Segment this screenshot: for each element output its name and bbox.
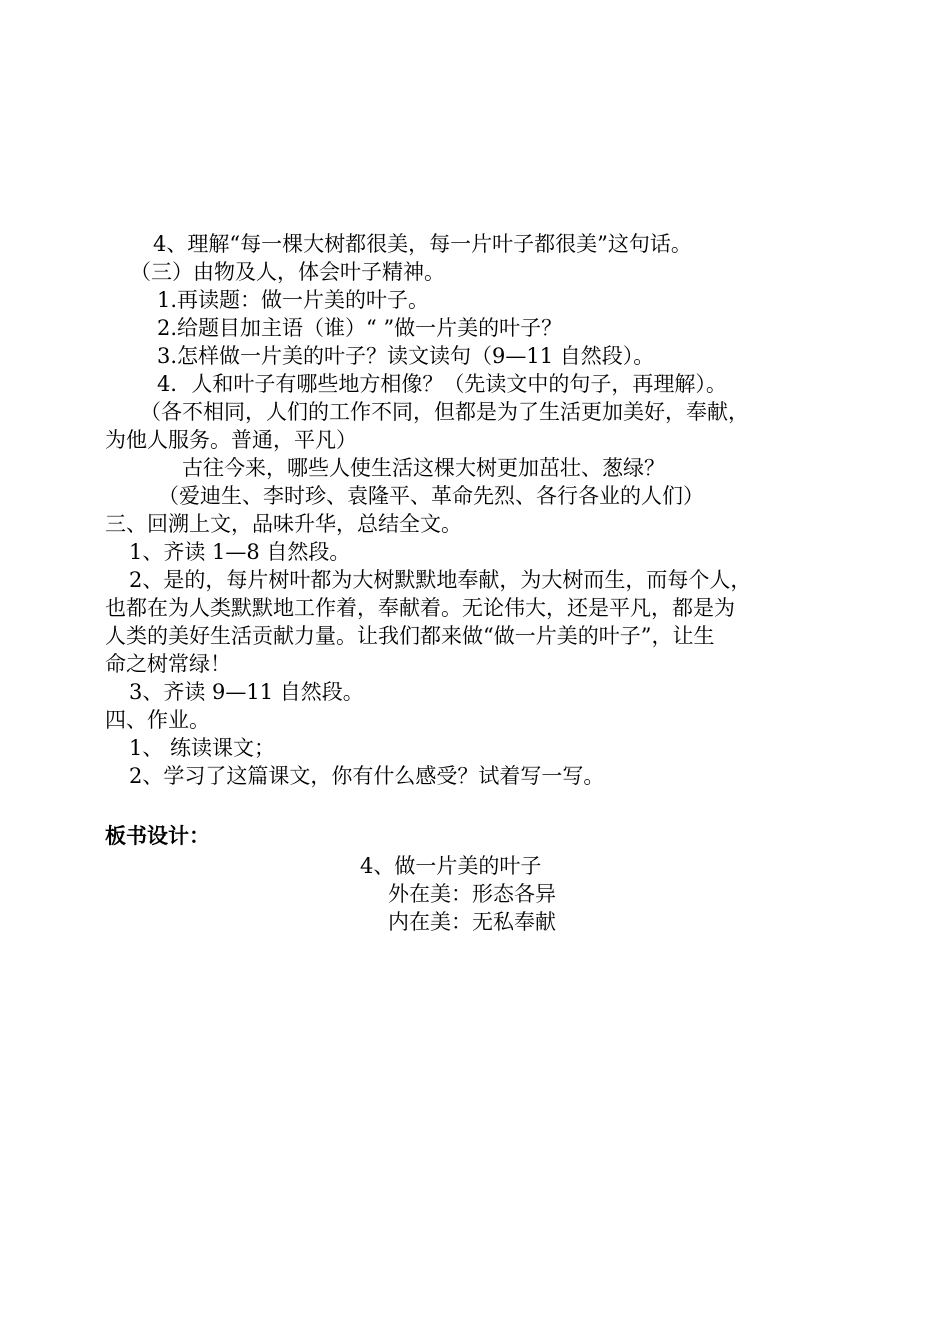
text-line: 三、回溯上文，品味升华，总结全文。 [105, 512, 462, 536]
board-row-inner-beauty: 内在美：无私奉献 [388, 910, 556, 934]
text-line: 3、齐读 9—11 自然段。 [129, 680, 364, 704]
board-row-outer-beauty: 外在美：形态各异 [388, 882, 556, 906]
text-line: 为他人服务。普通，平凡） [105, 428, 357, 452]
text-line: 3.怎样做一片美的叶子？读文读句（9—11 自然段）。 [157, 344, 655, 368]
text-line: 2、学习了这篇课文，你有什么感受？试着写一写。 [129, 764, 605, 788]
text-line: 命之树常绿！ [105, 652, 231, 676]
text-line: 1.再读题：做一片美的叶子。 [157, 288, 430, 312]
text-line: （各不相同，人们的工作不同，但都是为了生活更加美好，奉献， [140, 400, 749, 424]
text-line: 四、作业。 [105, 708, 210, 732]
text-line: 也都在为人类默默地工作着，奉献着。无论伟大，还是平凡，都是为 [105, 596, 735, 620]
text-line: 1、 练读课文； [129, 736, 276, 760]
text-line: 1、齐读 1—8 自然段。 [129, 540, 351, 564]
text-line: 4．人和叶子有哪些地方相像？（先读文中的句子，再理解）。 [157, 372, 727, 396]
text-line: 4、理解“每一棵大树都很美，每一片叶子都很美”这句话。 [153, 232, 692, 256]
text-line: 人类的美好生活贡献力量。让我们都来做“做一片美的叶子”，让生 [105, 624, 715, 648]
text-line: 2、是的，每片树叶都为大树默默地奉献，为大树而生，而每个人， [129, 568, 752, 592]
board-title: 4、做一片美的叶子 [360, 854, 542, 878]
board-design-heading: 板书设计： [105, 824, 210, 848]
text-line: 2.给题目加主语（谁）“ ”做一片美的叶子？ [157, 316, 563, 340]
text-line: （三）由物及人，体会叶子精神。 [130, 260, 445, 284]
text-line: （爱迪生、李时珍、袁隆平、革命先烈、各行各业的人们） [158, 484, 704, 508]
text-line: 古往今来，哪些人使生活这棵大树更加茁壮、葱绿？ [182, 456, 665, 480]
